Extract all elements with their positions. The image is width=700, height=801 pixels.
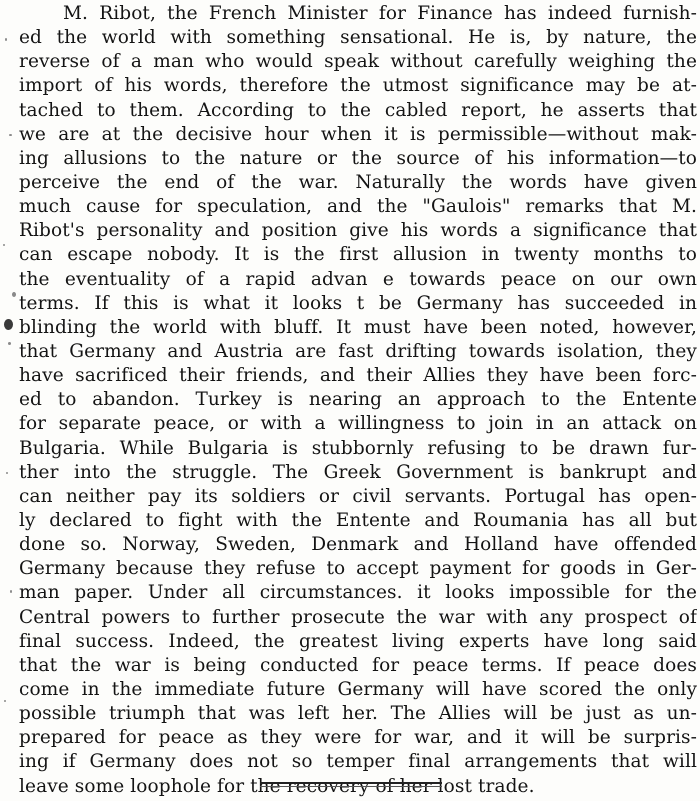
text-line: can escape nobody. It is the first allusion in twenty months to [19,244,697,266]
text-line: much cause for speculation, and the "Gaulois" remarks that M. [19,196,697,218]
section-divider-rule [260,782,442,784]
text-line: prepared for peace as they were for war, and it will be surpris- [19,727,697,749]
text-line: tached to them. According to the cabled report, he asserts that [19,99,697,121]
ink-speck [12,292,16,297]
ink-speck [6,472,8,474]
text-line: Ribot's personality and position give his words a significance that [19,220,697,242]
article-text [19,2,697,799]
margin-specks [0,0,20,801]
text-line: for separate peace, or with a willingness to join in an attack on [19,413,697,435]
text-line: ly declared to fight with the Entente and Roumania has all but [19,509,697,531]
ink-speck [8,342,11,345]
text-line: import of his words, therefore the utmost significance may be at- [19,75,697,97]
text-line: Bulgaria. While Bulgaria is stubbornly refusing to be drawn fur- [19,437,697,459]
text-line: Germany because they refuse to accept payment for goods in Ger- [19,558,697,580]
text-line: have sacrificed their friends, and their Allies they have been forc- [19,365,697,387]
text-line: ing allusions to the nature or the source of his information—to [19,147,697,169]
text-line: that Germany and Austria are fast drifting towards isolation, they [19,340,697,362]
text-line: that the war is being conducted for peace terms. If peace does [19,654,697,676]
text-line: possible triumph that was left her. The Allies will be just as un- [19,703,697,725]
text-line: we are at the decisive hour when it is permissible—without mak- [19,123,697,145]
text-line: perceive the end of the war. Naturally the words have given [19,171,697,193]
text-line: come in the immediate future Germany will have scored the only [19,678,697,700]
ink-speck [3,244,5,246]
text-line: final success. Indeed, the greatest living experts have long said [19,630,697,652]
ink-speck [9,134,12,136]
text-line: ther into the struggle. The Greek Government is bankrupt and [19,461,697,483]
section-divider-rule-thin [260,786,442,787]
text-line: blinding the world with bluff. It must have been noted, however, [19,316,697,338]
text-line: done so. Norway, Sweden, Denmark and Holland have offended [19,534,697,556]
ink-speck [10,590,12,593]
text-line: reverse of a man who would speak without carefully weighing the [19,51,697,73]
ink-speck [5,38,7,41]
text-line: ing if Germany does not so temper final arrangements that will [19,751,697,773]
text-line: man paper. Under all circumstances. it looks impossible for the [19,582,697,604]
text-line: ed to abandon. Turkey is nearing an approach to the Entente [19,389,697,411]
text-line: can neither pay its soldiers or civil servants. Portugal has open- [19,485,697,507]
text-line: Central powers to further prosecute the war with any prospect of [19,606,697,628]
text-line: ed the world with something sensational. He is, by nature, the [19,27,697,49]
text-line: leave some loophole for the recovery of her lost trade. [19,775,535,797]
text-line: terms. If this is what it looks t be Germany has succeeded in [19,292,697,314]
ink-speck [4,319,13,330]
text-line: M. Ribot, the French Minister for Finance has indeed furnish- [63,3,697,24]
ink-speck [4,700,6,702]
text-line: the eventuality of a rapid advan e towards peace on our own [19,268,697,290]
